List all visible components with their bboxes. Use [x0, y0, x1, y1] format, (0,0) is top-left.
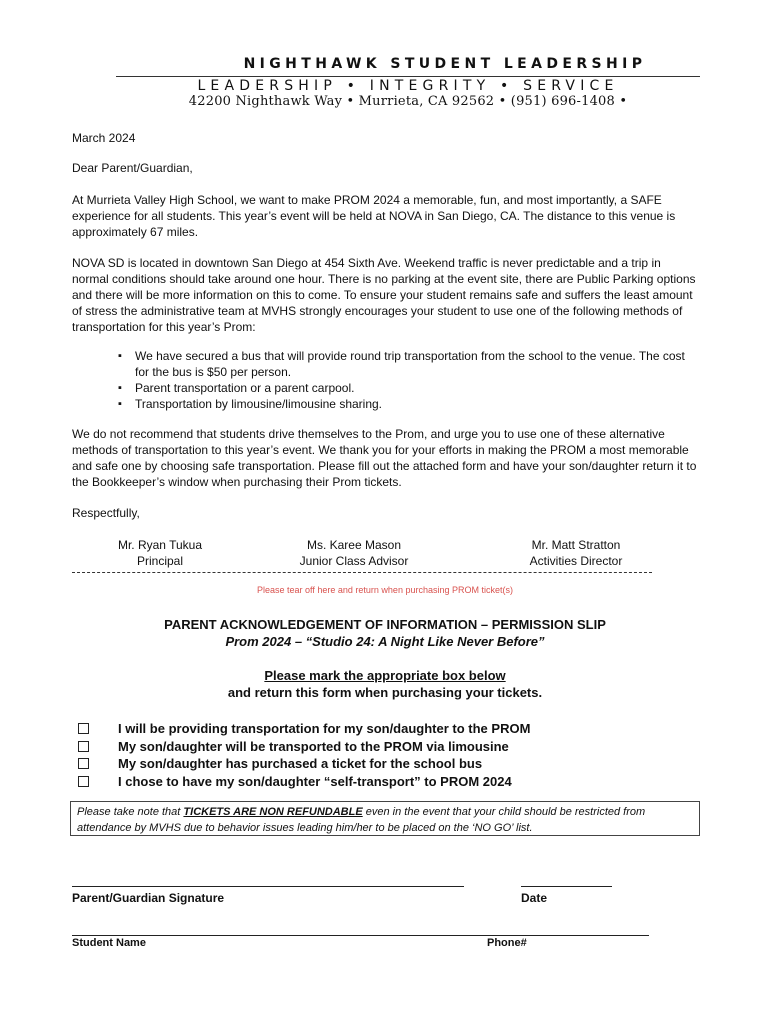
letter-date: March 2024 [72, 131, 136, 145]
signatory-name: Mr. Ryan Tukua [117, 538, 203, 552]
address: 42200 Nighthawk Way • Murrieta, CA 92562 • (951) 696-1408 • [188, 94, 628, 109]
checkbox[interactable] [78, 741, 89, 752]
signatory-name: Ms. Karee Mason [306, 538, 402, 552]
tear-off-note: Please tear off here and return when purchasing PROM ticket(s) [257, 585, 513, 595]
parent-signature-line[interactable] [72, 886, 464, 887]
tear-off-line [72, 572, 652, 573]
notice-text-2: even in the event that your child should be restricted from attendance by MVHS due to behavior issues leading him/her to be placed on the ‘NO GO’ list. [77, 806, 646, 834]
signatory-activities [476, 537, 676, 569]
student-name-line[interactable] [72, 935, 649, 936]
option-parent-transport [78, 720, 530, 738]
slip-subtitle: Prom 2024 – “Studio 24: A Night Like Never Before” [225, 634, 545, 649]
motto: LEADERSHIP • INTEGRITY • SERVICE [197, 78, 619, 94]
notice-text: Please take note that [77, 806, 184, 818]
date-label: Date [521, 891, 548, 905]
paragraph-1: At Murrieta Valley High School, we want to make PROM 2024 a memorable, fun, and most importantly, a SAFE experience for all students. This year’s event will be held at NOVA in San Diego, CA. The distance to this venue is approximately 67 miles. [72, 193, 676, 239]
permission-options [78, 720, 530, 790]
option-limousine [78, 738, 530, 756]
option-self-transport [78, 773, 530, 791]
signatory-title: Junior Class Advisor [299, 554, 409, 568]
slip-title: PARENT ACKNOWLEDGEMENT OF INFORMATION – PERMISSION SLIP [164, 617, 606, 632]
list-item: ▪ Transportation by limousine/limousine sharing. [118, 396, 700, 412]
signatory-title: Activities Director [529, 554, 623, 568]
refund-notice [70, 801, 700, 836]
signatory-title: Principal [136, 554, 184, 568]
option-label: My son/daughter has purchased a ticket for the school bus [118, 756, 483, 772]
date-line[interactable] [521, 886, 612, 887]
option-label: I chose to have my son/daughter “self-transport” to PROM 2024 [118, 773, 512, 789]
option-school-bus [78, 755, 530, 773]
signatory-name: Mr. Matt Stratton [531, 538, 621, 552]
option-label: I will be providing transportation for my son/daughter to the PROM [118, 721, 531, 737]
parent-signature-label: Parent/Guardian Signature [72, 891, 225, 905]
slip-instruction: Please mark the appropriate box below [264, 668, 506, 683]
list-item: ▪ Parent transportation or a parent carpool. [118, 380, 700, 396]
organization-name: NIGHTHAWK STUDENT LEADERSHIP [243, 56, 647, 72]
salutation: Dear Parent/Guardian, [72, 161, 193, 175]
non-refundable-emphasis: TICKETS ARE NON REFUNDABLE [183, 806, 363, 818]
closing: Respectfully, [72, 506, 140, 520]
student-name-label: Student Name [72, 937, 146, 949]
signatory-advisor [254, 537, 454, 569]
paragraph-3: We do not recommend that students drive themselves to the Prom, and urge you to use one of these alternative methods of transportation to this year’s event. We thank you for your efforts in making the PROM a most memorable and safe one by choosing safe transportation. Please fill out the attached form and have your son/daughter return it to the Bookkeeper’s window when purchasing their Prom tickets. [72, 427, 697, 489]
checkbox[interactable] [78, 723, 89, 734]
slip-instruction-2: and return this form when purchasing your tickets. [227, 685, 543, 700]
paragraph-2: NOVA SD is located in downtown San Diego at 454 Sixth Ave. Weekend traffic is never predictable and a trip in normal conditions should take around one hour. There is no parking at the event site, there are Public Parking options and there will be more information on this to come. To ensure your student remains safe and suffers the least amount of stress the administrative team at MVHS strongly encourages your student to use one of the following methods of transportation for this year’s Prom: [72, 256, 696, 334]
phone-label: Phone# [487, 937, 527, 949]
signatory-principal [60, 537, 260, 569]
checkbox[interactable] [78, 758, 89, 769]
list-item: ▪ We have secured a bus that will provide round trip transportation from the school to the venue. The cost for the bus is $50 per person. [118, 348, 700, 380]
header-rule [116, 76, 700, 77]
checkbox[interactable] [78, 776, 89, 787]
option-label: My son/daughter will be transported to the PROM via limousine [118, 738, 509, 754]
transport-options-list [118, 348, 700, 412]
